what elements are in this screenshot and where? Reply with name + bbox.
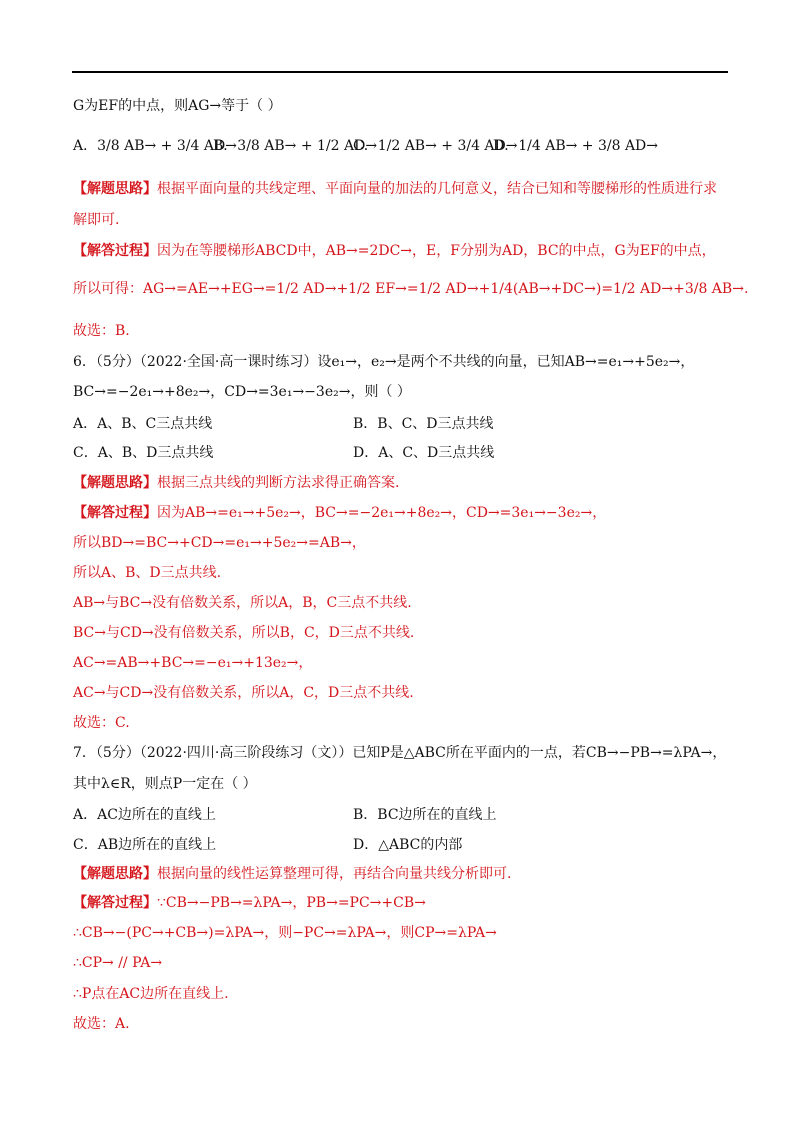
q6-process-line3: 所以A、B、D三点共线. (73, 565, 222, 581)
q6-process-line7: AC→与CD→没有倍数关系，所以A，C，D三点不共线. (73, 685, 414, 701)
q7-answer: 故选：A. (73, 1016, 130, 1032)
q7-idea-tag: 【解题思路】 (73, 866, 157, 882)
q6-idea (73, 473, 399, 493)
q7-stem-line2: 其中λ∈R，则点P一定在（ ） (73, 776, 257, 792)
q7-process-line3: ∴CP→ // PA→ (73, 955, 163, 971)
q6-idea-line1: 根据三点共线的判断方法求得正确答案. (157, 475, 400, 491)
q5-process-tag: 【解答过程】 (73, 243, 157, 259)
q6-option-b: B．B、C、D三点共线 (353, 416, 494, 432)
q6-process-line2: 所以BD→=BC→+CD→=e₁→+5e₂→=AB→， (73, 535, 366, 551)
q6-process-line5: BC→与CD→没有倍数关系，所以B，C，D三点不共线. (73, 625, 415, 641)
q6-stem-line1: 6．（5分）（2022·全国·高一课时练习）设e₁→，e₂→是两个不共线的向量，已知AB→=e₁→+5e₂→， (73, 354, 695, 370)
q5-option-a: A．3/8 AB→ + 3/4 AD→ (73, 138, 237, 154)
q7-process-line2: ∴CB→−(PC→+CB→)=λPA→，则−PC→=λPA→，则CP→=λPA→ (73, 925, 497, 941)
q6-answer: 故选：C. (73, 715, 130, 731)
q6-process-line1: 因为AB→=e₁→+5e₂→，BC→=−2e₁→+8e₂→，CD→=3e₁→−3e₂→， (157, 505, 607, 521)
q5-process-line1: 因为在等腰梯形ABCD中，AB→=2DC→，E，F分别为AD，BC的中点，G为EF的中点， (157, 243, 716, 259)
q5-idea-tag: 【解题思路】 (73, 181, 157, 197)
q7-option-c: C．AB边所在的直线上 (73, 837, 217, 853)
q6-option-c: C．A、B、D三点共线 (73, 445, 214, 461)
q6-process-line6: AC→=AB→+BC→=−e₁→+13e₂→， (73, 655, 313, 671)
q7-idea-line1: 根据向量的线性运算整理可得，再结合向量共线分析即可. (157, 866, 512, 882)
q7-option-d: D．△ABC的内部 (353, 837, 463, 853)
q7-process (73, 893, 426, 913)
q7-process-line1: ∵CB→−PB→=λPA→，PB→=PC→+CB→ (157, 895, 426, 911)
header-rule (72, 71, 728, 73)
q5-process-line2: 所以可得：AG→=AE→+EG→=1/2 AD→+1/2 EF→=1/2 AD→+1/4(AB→+DC→)=1/2 AD→+3/8 AB→. (73, 281, 749, 297)
q6-process-line4: AB→与BC→没有倍数关系，所以A，B，C三点不共线. (73, 595, 412, 611)
q5-idea-line2: 解即可. (73, 212, 120, 228)
q5-option-c: C．1/2 AB→ + 3/4 AD→ (353, 138, 518, 154)
q5-idea (73, 179, 717, 199)
q7-option-a: A．AC边所在的直线上 (73, 807, 216, 823)
q6-process-tag: 【解答过程】 (73, 505, 157, 521)
q6-stem-line2: BC→=−2e₁→+8e₂→，CD→=3e₁→−3e₂→，则（ ） (73, 384, 411, 400)
q6-idea-tag: 【解题思路】 (73, 475, 157, 491)
q7-process-tag: 【解答过程】 (73, 895, 157, 911)
q5-option-d: D．1/4 AB→ + 3/8 AD→ (493, 138, 659, 154)
q7-stem-line1: 7．（5分）（2022·四川·高三阶段练习（文））已知P是△ABC所在平面内的一点，若CB→−PB→=λPA→， (73, 745, 727, 761)
q6-option-a: A．A、B、C三点共线 (73, 416, 213, 432)
q5-option-b: B．3/8 AB→ + 1/2 AD→ (213, 138, 378, 154)
q7-process-line4: ∴P点在AC边所在直线上. (73, 986, 229, 1002)
q5-idea-line1: 根据平面向量的共线定理、平面向量的加法的几何意义，结合已知和等腰梯形的性质进行求 (157, 181, 717, 197)
q6-process (73, 503, 606, 523)
q7-idea (73, 864, 511, 884)
q6-option-d: D．A、C、D三点共线 (353, 445, 495, 461)
q7-option-b: B．BC边所在的直线上 (353, 807, 497, 823)
q5-answer: 故选：B. (73, 323, 130, 339)
q5-process (73, 241, 716, 261)
q5-stem: G为EF的中点，则AG→等于（ ） (73, 98, 282, 114)
